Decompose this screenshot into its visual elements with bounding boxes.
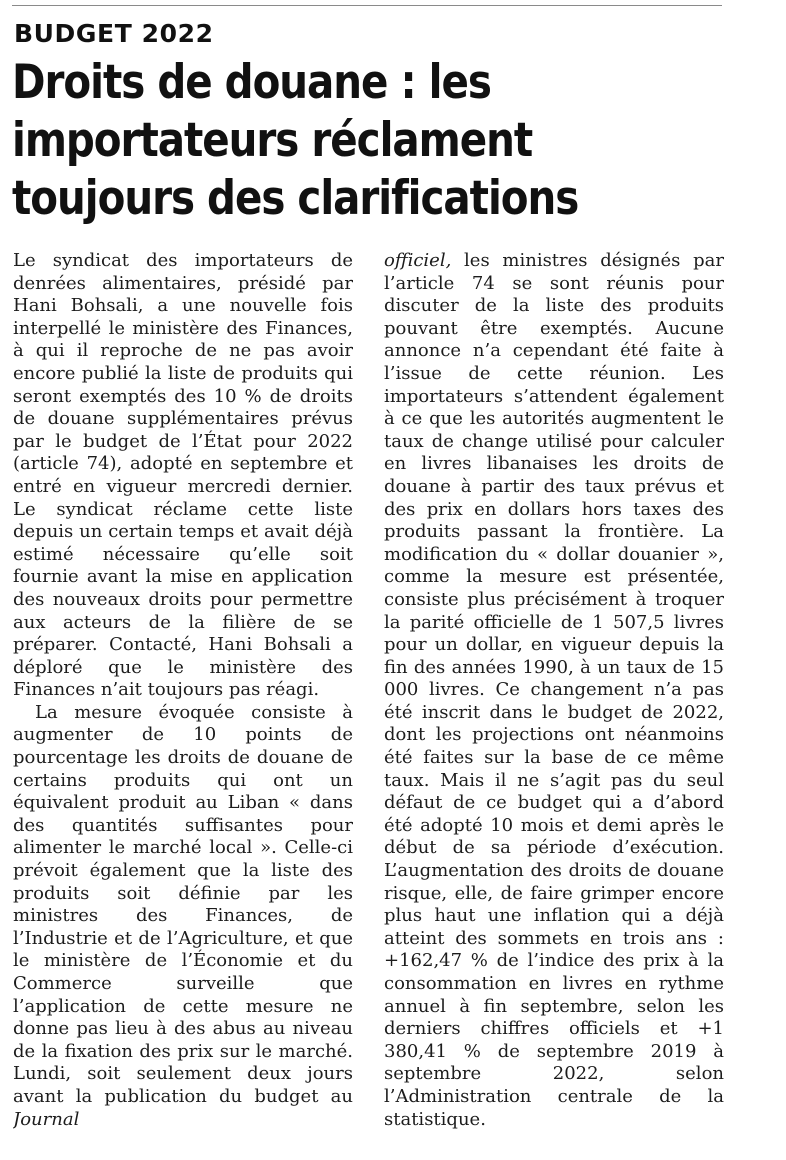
paragraph-2-text: La mesure évoquée consiste à augmenter de 10 points de pourcentage les droits de douane de certains produits qui ont un équivalent produit au Liban « dans des quantités suffisantes pour alimenter le marché local ». Celle-ci prévoit également que la liste des produits soit définie par les ministres des Finances, de l’Industrie et de l’Agriculture, et que le ministère de l’Économie et du Commerce surveille que l’application de cette mesure ne donne pas lieu à des abus au niveau de la fixation des prix sur le marché. Lundi, soit seulement deux jours avant la publication du budget au [13,701,353,1107]
headline-line-2: importateurs réclament [12,113,533,168]
headline-line-3: toujours des clarifications [12,171,579,226]
paragraph-1-text: Le syndicat des importateurs de denrées alimentaires, présidé par Hani Bohsali, a une nouvelle fois interpellé le ministère des Finances, à qui il reproche de ne pas avoir encore publié la liste de produits qui seront exemptés des 10 % de droits de douane supplémentaires prévus par le budget de l’État pour 2022 (article 74), adopté en septembre et entré en vigueur mercredi dernier. Le syndicat réclame cette liste depuis un certain temps et avait déjà estimé nécessaire qu’elle soit fournie avant la mise en application des nouveaux droits pour permettre aux acteurs de la filière de se préparer. Contacté, Hani Bohsali a déploré que le ministère des Finances n’ait toujours pas réagi. [13,250,353,701]
section-kicker: BUDGET 2022 [14,19,214,48]
top-rule [12,5,722,6]
paragraph-3 [384,250,724,1131]
headline-line-1: Droits de douane : les [12,55,491,110]
article-column-left [13,250,353,1140]
journal-italic: Journal [13,1108,80,1130]
article-headline [12,54,614,228]
paragraph-2 [13,702,353,1131]
officiel-italic: officiel, [384,250,452,271]
paragraph-1 [13,250,353,702]
paragraph-3-text: les ministres désignés par l’article 74 se sont réunis pour discuter de la liste des produits pouvant être exemptés. Aucune annonce n’a cependant été faite à l’issue de cette réunion. Les importateurs s’attendent également à ce que les autorités augmentent le taux de change utilisé pour calculer en livres libanaises les droits de douane à partir des taux prévus et des prix en dollars hors taxes des produits passant la frontière. La modification du « dollar douanier », comme la mesure est présentée, consiste plus précisément à troquer la parité officielle de 1 507,5 livres pour un dollar, en vigueur depuis la fin des années 1990, à un taux de 15 000 livres. Ce changement n’a pas été inscrit dans le budget de 2022, dont les projections ont néanmoins été faites sur la base de ce même taux. Mais il ne s’agit pas du seul défaut de ce budget qui a d’abord été adopté 10 mois et demi après le début de sa période d’exécution. L’augmentation des droits de douane risque, elle, de faire grimper encore plus haut une inflation qui a déjà atteint des sommets en trois ans : +162,47 % de l’indice des prix à la consommation en livres en rythme annuel à fin septembre, selon les derniers chiffres officiels et +1 380,41 % de septembre 2019 à septembre 2022, selon l’Administration centrale de la statistique. [384,250,724,1130]
article-column-right [384,250,724,1140]
